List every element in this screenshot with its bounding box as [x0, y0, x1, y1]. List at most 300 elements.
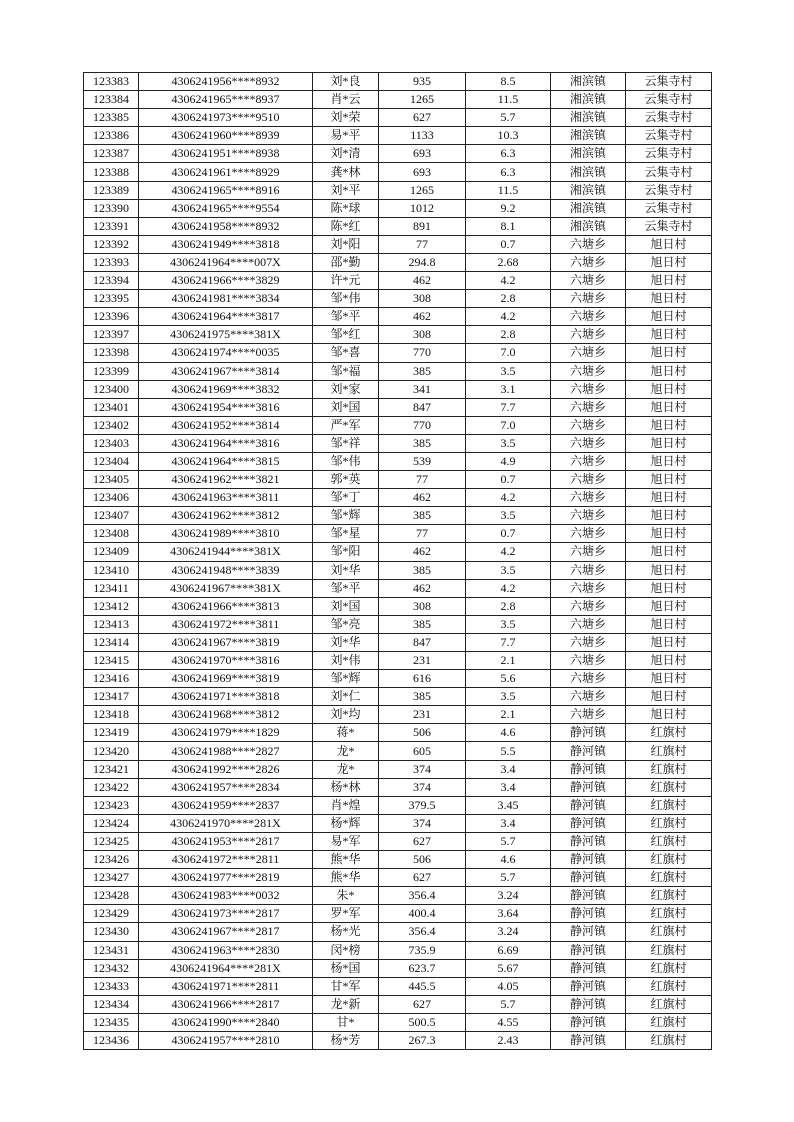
village-cell: 红旗村 — [626, 832, 712, 850]
township-cell: 六塘乡 — [551, 253, 626, 271]
amount-cell: 77 — [379, 525, 466, 543]
village-cell: 旭日村 — [626, 452, 712, 470]
area-cell: 11.5 — [466, 91, 551, 109]
name-cell: 刘*国 — [313, 398, 379, 416]
township-cell: 静河镇 — [551, 941, 626, 959]
serial-number-cell: 123408 — [84, 525, 139, 543]
area-cell: 5.7 — [466, 995, 551, 1013]
id-number-cell: 4306241979****1829 — [139, 724, 313, 742]
id-number-cell: 4306241969****3832 — [139, 380, 313, 398]
id-number-cell: 4306241964****3816 — [139, 434, 313, 452]
area-cell: 3.24 — [466, 887, 551, 905]
area-cell: 4.6 — [466, 724, 551, 742]
table-row — [84, 778, 712, 796]
table-row — [84, 434, 712, 452]
village-cell: 红旗村 — [626, 977, 712, 995]
table-row — [84, 471, 712, 489]
table-row — [84, 181, 712, 199]
village-cell: 红旗村 — [626, 887, 712, 905]
township-cell: 六塘乡 — [551, 326, 626, 344]
serial-number-cell: 123392 — [84, 235, 139, 253]
amount-cell: 374 — [379, 778, 466, 796]
area-cell: 7.0 — [466, 416, 551, 434]
township-cell: 六塘乡 — [551, 615, 626, 633]
amount-cell: 374 — [379, 814, 466, 832]
name-cell: 邹*喜 — [313, 344, 379, 362]
amount-cell: 374 — [379, 760, 466, 778]
table-row — [84, 706, 712, 724]
village-cell: 旭日村 — [626, 579, 712, 597]
amount-cell: 462 — [379, 543, 466, 561]
village-cell: 红旗村 — [626, 1013, 712, 1031]
table-row — [84, 869, 712, 887]
village-cell: 云集寺村 — [626, 145, 712, 163]
village-cell: 旭日村 — [626, 688, 712, 706]
township-cell: 六塘乡 — [551, 344, 626, 362]
name-cell: 邹*平 — [313, 579, 379, 597]
serial-number-cell: 123393 — [84, 253, 139, 271]
id-number-cell: 4306241969****3819 — [139, 670, 313, 688]
serial-number-cell: 123390 — [84, 199, 139, 217]
name-cell: 邵*勤 — [313, 253, 379, 271]
village-cell: 旭日村 — [626, 633, 712, 651]
township-cell: 六塘乡 — [551, 452, 626, 470]
area-cell: 3.5 — [466, 434, 551, 452]
name-cell: 邹*红 — [313, 326, 379, 344]
township-cell: 六塘乡 — [551, 633, 626, 651]
serial-number-cell: 123423 — [84, 796, 139, 814]
serial-number-cell: 123405 — [84, 471, 139, 489]
township-cell: 静河镇 — [551, 851, 626, 869]
serial-number-cell: 123414 — [84, 633, 139, 651]
name-cell: 杨*光 — [313, 923, 379, 941]
village-cell: 云集寺村 — [626, 199, 712, 217]
serial-number-cell: 123388 — [84, 163, 139, 181]
serial-number-cell: 123425 — [84, 832, 139, 850]
table-row — [84, 905, 712, 923]
village-cell: 旭日村 — [626, 597, 712, 615]
id-number-cell: 4306241992****2826 — [139, 760, 313, 778]
village-cell: 旭日村 — [626, 326, 712, 344]
name-cell: 刘*国 — [313, 597, 379, 615]
name-cell: 易*平 — [313, 127, 379, 145]
area-cell: 3.5 — [466, 561, 551, 579]
table-row — [84, 851, 712, 869]
village-cell: 旭日村 — [626, 670, 712, 688]
id-number-cell: 4306241958****8932 — [139, 217, 313, 235]
name-cell: 龙*新 — [313, 995, 379, 1013]
name-cell: 刘*均 — [313, 706, 379, 724]
amount-cell: 308 — [379, 326, 466, 344]
serial-number-cell: 123387 — [84, 145, 139, 163]
name-cell: 刘*阳 — [313, 235, 379, 253]
table-row — [84, 253, 712, 271]
area-cell: 3.45 — [466, 796, 551, 814]
id-number-cell: 4306241989****3810 — [139, 525, 313, 543]
table-row — [84, 561, 712, 579]
township-cell: 六塘乡 — [551, 290, 626, 308]
amount-cell: 385 — [379, 615, 466, 633]
township-cell: 湘滨镇 — [551, 217, 626, 235]
name-cell: 邹*亮 — [313, 615, 379, 633]
village-cell: 旭日村 — [626, 706, 712, 724]
area-cell: 5.5 — [466, 742, 551, 760]
village-cell: 红旗村 — [626, 869, 712, 887]
amount-cell: 1265 — [379, 91, 466, 109]
township-cell: 静河镇 — [551, 1031, 626, 1049]
village-cell: 红旗村 — [626, 959, 712, 977]
table-row — [84, 597, 712, 615]
id-number-cell: 4306241965****9554 — [139, 199, 313, 217]
township-cell: 六塘乡 — [551, 416, 626, 434]
name-cell: 熊*华 — [313, 869, 379, 887]
id-number-cell: 4306241957****2810 — [139, 1031, 313, 1049]
amount-cell: 400.4 — [379, 905, 466, 923]
serial-number-cell: 123402 — [84, 416, 139, 434]
village-cell: 旭日村 — [626, 652, 712, 670]
table-row — [84, 91, 712, 109]
amount-cell: 341 — [379, 380, 466, 398]
area-cell: 4.9 — [466, 452, 551, 470]
id-number-cell: 4306241953****2817 — [139, 832, 313, 850]
name-cell: 邹*祥 — [313, 434, 379, 452]
name-cell: 陈*红 — [313, 217, 379, 235]
area-cell: 4.2 — [466, 579, 551, 597]
id-number-cell: 4306241990****2840 — [139, 1013, 313, 1031]
name-cell: 杨*芳 — [313, 1031, 379, 1049]
id-number-cell: 4306241981****3834 — [139, 290, 313, 308]
id-number-cell: 4306241972****3811 — [139, 615, 313, 633]
serial-number-cell: 123416 — [84, 670, 139, 688]
id-number-cell: 4306241971****3818 — [139, 688, 313, 706]
id-number-cell: 4306241954****3816 — [139, 398, 313, 416]
township-cell: 六塘乡 — [551, 272, 626, 290]
name-cell: 肖*云 — [313, 91, 379, 109]
amount-cell: 616 — [379, 670, 466, 688]
name-cell: 刘*家 — [313, 380, 379, 398]
table-row — [84, 235, 712, 253]
amount-cell: 356.4 — [379, 923, 466, 941]
township-cell: 六塘乡 — [551, 597, 626, 615]
amount-cell: 385 — [379, 434, 466, 452]
township-cell: 静河镇 — [551, 977, 626, 995]
village-cell: 旭日村 — [626, 253, 712, 271]
area-cell: 9.2 — [466, 199, 551, 217]
amount-cell: 847 — [379, 398, 466, 416]
village-cell: 旭日村 — [626, 507, 712, 525]
village-cell: 红旗村 — [626, 1031, 712, 1049]
serial-number-cell: 123432 — [84, 959, 139, 977]
area-cell: 0.7 — [466, 525, 551, 543]
serial-number-cell: 123399 — [84, 362, 139, 380]
table-row — [84, 525, 712, 543]
id-number-cell: 4306241944****381X — [139, 543, 313, 561]
township-cell: 湘滨镇 — [551, 127, 626, 145]
village-cell: 红旗村 — [626, 923, 712, 941]
area-cell: 2.68 — [466, 253, 551, 271]
table-row — [84, 73, 712, 91]
village-cell: 旭日村 — [626, 471, 712, 489]
township-cell: 静河镇 — [551, 814, 626, 832]
serial-number-cell: 123430 — [84, 923, 139, 941]
name-cell: 邹*丁 — [313, 489, 379, 507]
amount-cell: 693 — [379, 145, 466, 163]
table-row — [84, 579, 712, 597]
township-cell: 六塘乡 — [551, 471, 626, 489]
amount-cell: 267.3 — [379, 1031, 466, 1049]
table-row — [84, 326, 712, 344]
id-number-cell: 4306241968****3812 — [139, 706, 313, 724]
name-cell: 邹*辉 — [313, 507, 379, 525]
table-row — [84, 652, 712, 670]
table-row — [84, 452, 712, 470]
township-cell: 六塘乡 — [551, 308, 626, 326]
table-row — [84, 688, 712, 706]
table-row — [84, 109, 712, 127]
serial-number-cell: 123394 — [84, 272, 139, 290]
table-row — [84, 832, 712, 850]
id-number-cell: 4306241963****2830 — [139, 941, 313, 959]
serial-number-cell: 123384 — [84, 91, 139, 109]
serial-number-cell: 123410 — [84, 561, 139, 579]
id-number-cell: 4306241983****0032 — [139, 887, 313, 905]
area-cell: 11.5 — [466, 181, 551, 199]
village-cell: 旭日村 — [626, 543, 712, 561]
id-number-cell: 4306241967****2817 — [139, 923, 313, 941]
serial-number-cell: 123383 — [84, 73, 139, 91]
data-table — [83, 72, 712, 1050]
name-cell: 朱* — [313, 887, 379, 905]
village-cell: 红旗村 — [626, 814, 712, 832]
name-cell: 杨*辉 — [313, 814, 379, 832]
area-cell: 4.2 — [466, 272, 551, 290]
village-cell: 云集寺村 — [626, 127, 712, 145]
area-cell: 3.4 — [466, 814, 551, 832]
amount-cell: 623.7 — [379, 959, 466, 977]
serial-number-cell: 123413 — [84, 615, 139, 633]
table-row — [84, 489, 712, 507]
id-number-cell: 4306241964****3815 — [139, 452, 313, 470]
township-cell: 六塘乡 — [551, 235, 626, 253]
area-cell: 3.4 — [466, 760, 551, 778]
township-cell: 静河镇 — [551, 742, 626, 760]
serial-number-cell: 123403 — [84, 434, 139, 452]
name-cell: 邹*伟 — [313, 290, 379, 308]
table-row — [84, 199, 712, 217]
serial-number-cell: 123426 — [84, 851, 139, 869]
id-number-cell: 4306241949****3818 — [139, 235, 313, 253]
name-cell: 易*军 — [313, 832, 379, 850]
amount-cell: 308 — [379, 597, 466, 615]
township-cell: 静河镇 — [551, 995, 626, 1013]
name-cell: 邹*阳 — [313, 543, 379, 561]
name-cell: 熊*华 — [313, 851, 379, 869]
name-cell: 闵*榜 — [313, 941, 379, 959]
serial-number-cell: 123429 — [84, 905, 139, 923]
township-cell: 六塘乡 — [551, 489, 626, 507]
area-cell: 7.7 — [466, 633, 551, 651]
table-row — [84, 163, 712, 181]
amount-cell: 462 — [379, 272, 466, 290]
amount-cell: 356.4 — [379, 887, 466, 905]
area-cell: 3.5 — [466, 362, 551, 380]
id-number-cell: 4306241966****3829 — [139, 272, 313, 290]
name-cell: 刘*仁 — [313, 688, 379, 706]
id-number-cell: 4306241962****3812 — [139, 507, 313, 525]
id-number-cell: 4306241948****3839 — [139, 561, 313, 579]
area-cell: 3.5 — [466, 507, 551, 525]
amount-cell: 735.9 — [379, 941, 466, 959]
id-number-cell: 4306241967****3819 — [139, 633, 313, 651]
serial-number-cell: 123419 — [84, 724, 139, 742]
serial-number-cell: 123436 — [84, 1031, 139, 1049]
table-row — [84, 416, 712, 434]
amount-cell: 506 — [379, 851, 466, 869]
table-row — [84, 959, 712, 977]
village-cell: 红旗村 — [626, 724, 712, 742]
township-cell: 静河镇 — [551, 905, 626, 923]
amount-cell: 77 — [379, 235, 466, 253]
area-cell: 0.7 — [466, 235, 551, 253]
table-row — [84, 760, 712, 778]
area-cell: 8.5 — [466, 73, 551, 91]
table-row — [84, 814, 712, 832]
township-cell: 六塘乡 — [551, 525, 626, 543]
area-cell: 6.3 — [466, 145, 551, 163]
id-number-cell: 4306241961****8929 — [139, 163, 313, 181]
name-cell: 刘*良 — [313, 73, 379, 91]
serial-number-cell: 123421 — [84, 760, 139, 778]
serial-number-cell: 123420 — [84, 742, 139, 760]
table-row — [84, 941, 712, 959]
name-cell: 杨*林 — [313, 778, 379, 796]
amount-cell: 379.5 — [379, 796, 466, 814]
id-number-cell: 4306241967****3814 — [139, 362, 313, 380]
serial-number-cell: 123418 — [84, 706, 139, 724]
name-cell: 刘*荣 — [313, 109, 379, 127]
amount-cell: 1133 — [379, 127, 466, 145]
id-number-cell: 4306241974****0035 — [139, 344, 313, 362]
name-cell: 龚*林 — [313, 163, 379, 181]
id-number-cell: 4306241956****8932 — [139, 73, 313, 91]
township-cell: 六塘乡 — [551, 507, 626, 525]
amount-cell: 627 — [379, 869, 466, 887]
serial-number-cell: 123431 — [84, 941, 139, 959]
name-cell: 刘*华 — [313, 633, 379, 651]
name-cell: 邹*星 — [313, 525, 379, 543]
table-row — [84, 633, 712, 651]
table-row — [84, 217, 712, 235]
id-number-cell: 4306241970****3816 — [139, 652, 313, 670]
serial-number-cell: 123412 — [84, 597, 139, 615]
amount-cell: 770 — [379, 416, 466, 434]
serial-number-cell: 123391 — [84, 217, 139, 235]
township-cell: 六塘乡 — [551, 543, 626, 561]
amount-cell: 462 — [379, 489, 466, 507]
amount-cell: 1265 — [379, 181, 466, 199]
amount-cell: 231 — [379, 652, 466, 670]
serial-number-cell: 123406 — [84, 489, 139, 507]
village-cell: 旭日村 — [626, 489, 712, 507]
township-cell: 湘滨镇 — [551, 163, 626, 181]
area-cell: 4.2 — [466, 489, 551, 507]
area-cell: 6.69 — [466, 941, 551, 959]
serial-number-cell: 123422 — [84, 778, 139, 796]
serial-number-cell: 123398 — [84, 344, 139, 362]
table-row — [84, 272, 712, 290]
name-cell: 肖*煌 — [313, 796, 379, 814]
id-number-cell: 4306241960****8939 — [139, 127, 313, 145]
id-number-cell: 4306241973****9510 — [139, 109, 313, 127]
serial-number-cell: 123409 — [84, 543, 139, 561]
amount-cell: 500.5 — [379, 1013, 466, 1031]
id-number-cell: 4306241970****281X — [139, 814, 313, 832]
serial-number-cell: 123411 — [84, 579, 139, 597]
village-cell: 旭日村 — [626, 380, 712, 398]
township-cell: 六塘乡 — [551, 688, 626, 706]
township-cell: 静河镇 — [551, 778, 626, 796]
village-cell: 旭日村 — [626, 272, 712, 290]
id-number-cell: 4306241964****007X — [139, 253, 313, 271]
area-cell: 7.0 — [466, 344, 551, 362]
serial-number-cell: 123386 — [84, 127, 139, 145]
serial-number-cell: 123435 — [84, 1013, 139, 1031]
name-cell: 杨*国 — [313, 959, 379, 977]
name-cell: 甘* — [313, 1013, 379, 1031]
township-cell: 六塘乡 — [551, 652, 626, 670]
table-row — [84, 796, 712, 814]
table-row — [84, 362, 712, 380]
township-cell: 六塘乡 — [551, 706, 626, 724]
table-row — [84, 398, 712, 416]
area-cell: 0.7 — [466, 471, 551, 489]
table-row — [84, 724, 712, 742]
township-cell: 静河镇 — [551, 832, 626, 850]
table-row — [84, 887, 712, 905]
name-cell: 龙* — [313, 742, 379, 760]
amount-cell: 770 — [379, 344, 466, 362]
table-row — [84, 290, 712, 308]
village-cell: 旭日村 — [626, 362, 712, 380]
id-number-cell: 4306241965****8937 — [139, 91, 313, 109]
village-cell: 旭日村 — [626, 344, 712, 362]
serial-number-cell: 123385 — [84, 109, 139, 127]
name-cell: 邹*辉 — [313, 670, 379, 688]
area-cell: 5.67 — [466, 959, 551, 977]
area-cell: 3.64 — [466, 905, 551, 923]
area-cell: 8.1 — [466, 217, 551, 235]
township-cell: 湘滨镇 — [551, 91, 626, 109]
id-number-cell: 4306241951****8938 — [139, 145, 313, 163]
table-row — [84, 543, 712, 561]
serial-number-cell: 123428 — [84, 887, 139, 905]
id-number-cell: 4306241973****2817 — [139, 905, 313, 923]
serial-number-cell: 123434 — [84, 995, 139, 1013]
area-cell: 4.55 — [466, 1013, 551, 1031]
area-cell: 4.2 — [466, 308, 551, 326]
amount-cell: 294.8 — [379, 253, 466, 271]
serial-number-cell: 123395 — [84, 290, 139, 308]
id-number-cell: 4306241971****2811 — [139, 977, 313, 995]
amount-cell: 506 — [379, 724, 466, 742]
table-row — [84, 615, 712, 633]
serial-number-cell: 123396 — [84, 308, 139, 326]
amount-cell: 627 — [379, 109, 466, 127]
area-cell: 5.6 — [466, 670, 551, 688]
amount-cell: 445.5 — [379, 977, 466, 995]
name-cell: 刘*华 — [313, 561, 379, 579]
village-cell: 旭日村 — [626, 416, 712, 434]
